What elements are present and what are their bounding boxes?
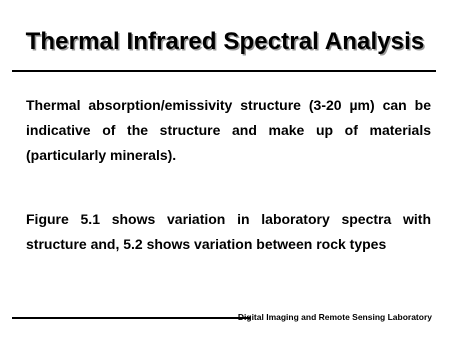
paragraph-thermal-absorption: Thermal absorption/emissivity structure (3-20 µm) can be indicative of the structure and make up of materials (particularly minerals).	[26, 97, 431, 163]
paragraph-figure-reference: Figure 5.1 shows variation in laboratory spectra with structure and, 5.2 shows variation between rock types	[26, 211, 431, 252]
footer-rule	[12, 317, 250, 319]
slide-title: Thermal Infrared Spectral Analysis	[25, 28, 425, 55]
title-underline	[12, 70, 436, 72]
footer-lab-name: Digital Imaging and Remote Sensing Laboratory	[237, 312, 432, 322]
